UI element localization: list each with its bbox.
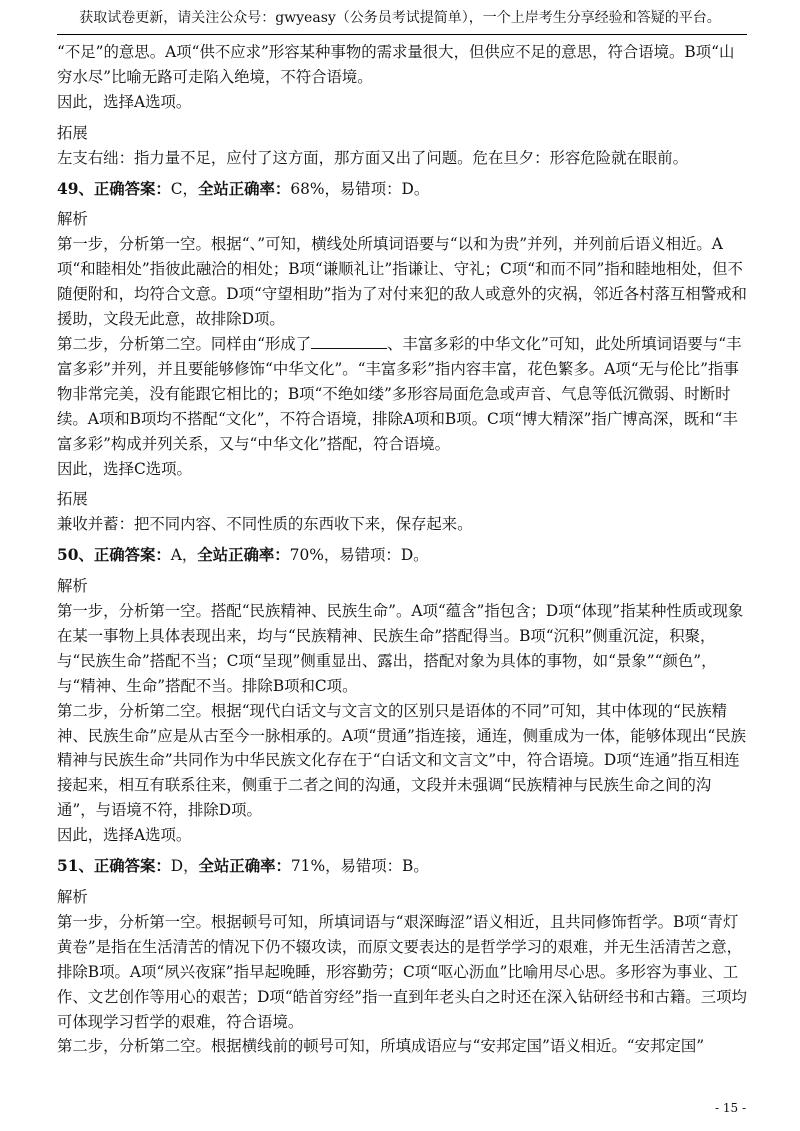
answer-key-label: 正确答案： [93, 546, 171, 565]
paragraph: 第二步，分析第二空。根据横线前的顿号可知，所填成语应与“安邦定国”语义相近。“安邦定国” [57, 1037, 705, 1056]
paragraph: 第一步，分析第一空。根据顿号可知，所填词语与“艰深晦涩”语义相近，且共同修饰哲学。B项“青灯黄卷”是指在生活清苦的情况下仍不辍攻读，而原文要表达的是哲学学习的艰难，并无生活清苦之意，排除B项。A项“夙兴夜寐”指早起晚睡，形容勤劳；C项“呕心沥血”比喻用尽心思。多形容为事业、工作、文艺创作等用心的艰苦；D项“皓首穷经”指一直到年老头白之时还在深入钻研经书和古籍。三项均可体现学习哲学的艰难，符合语境。 [57, 912, 747, 1031]
section-label: 解析 [57, 888, 88, 906]
accuracy-label: 全站正确率： [197, 179, 291, 198]
question-number: 50、 [57, 546, 94, 565]
accuracy-value: 71%，易错项：B。 [290, 857, 429, 876]
answer-key-label: 正确答案： [93, 179, 171, 198]
answer-line [57, 177, 747, 202]
paragraph [57, 332, 747, 457]
section-label: 解析 [57, 210, 88, 229]
paragraph: 因此，选择A选项。 [57, 92, 192, 111]
accuracy-label: 全站正确率： [198, 857, 291, 876]
section-label: 拓展 [57, 123, 88, 142]
page-header: 获取试卷更新，请关注公众号：gwyeasy（公务员考试提简单），一个上岸考生分享经验和答疑的平台。 [79, 10, 721, 26]
paragraph: “不足”的意思。A项“供不应求”形容某种事物的需求量很大，但供应不足的意思，符合语境。B项“山穷水尽”比喻无路可走陷入绝境，不符合语境。 [57, 43, 735, 86]
paragraph: 第二步，分析第二空。根据“现代白话文与文言文的区别只是语体的不同”可知，其中体现的“民族精神、民族生命”应是从古至今一脉相承的。A项“贯通”指连接，通连，侧重成为一体，能够体现出“民族精神与民族生命”共同作为中华民族文化存在于“白话文和文言文”中，符合语境。D项“连通”指互相连接起来，相互有联系往来，侧重于二者之间的沟通，文段并未强调“民族精神与民族生命之间的沟通”，与语境不符，排除D项。 [57, 701, 746, 820]
section-label: 解析 [57, 577, 88, 596]
accuracy-value: 70%，易错项：D。 [289, 546, 429, 565]
fill-blank-line [311, 334, 387, 349]
accuracy-label: 全站正确率： [197, 546, 290, 565]
section-label: 拓展 [57, 490, 88, 509]
answer-line [57, 854, 747, 879]
paragraph: 左支右绌：指力量不足，应付了这方面，那方面又出了问题。危在旦夕：形容危险就在眼前。 [57, 148, 689, 167]
answer-value: D， [170, 857, 199, 876]
paragraph: 因此，选择C选项。 [57, 459, 192, 478]
paragraph: 因此，选择A选项。 [57, 826, 192, 845]
answer-value: C， [170, 179, 198, 198]
header-divider [57, 34, 747, 35]
paragraph: 第一步，分析第一空。搭配“民族精神、民族生命”。A项“蕴含”指包含；D项“体现”指某种性质或现象在某一事物上具体表现出来，均与“民族精神、民族生命”搭配得当。B项“沉积”侧重沉淀，积聚，与“民族生命”搭配不当；C项“呈现”侧重显出、露出，搭配对象为具体的事物，如“景象”“颜色”，与“精神、生命”搭配不当。排除B项和C项。 [57, 602, 744, 695]
question-number: 49、 [57, 179, 94, 198]
paragraph: 兼收并蓄：把不同内容、不同性质的东西收下来，保存起来。 [57, 515, 473, 534]
document-body [57, 40, 747, 1059]
answer-key-label: 正确答案： [93, 857, 171, 876]
paragraph-text: 第二步，分析第二空。同样由“形成了 [57, 334, 312, 353]
question-number: 51、 [57, 857, 94, 876]
page-number: - 15 - [714, 1101, 746, 1115]
paragraph: 第一步，分析第一空。根据“、”可知，横线处所填词语要与“以和为贵”并列，并列前后语义相近。A项“和睦相处”指彼此融洽的相处；B项“谦顺礼让”指谦让、守礼；C项“和而不同”指和睦地相处，但不随便附和，均符合文意。D项“守望相助”指为了对付来犯的敌人或意外的灾祸，邻近各村落互相警戒和援助，文段无此意，故排除D项。 [57, 235, 747, 329]
answer-value: A， [170, 546, 198, 565]
answer-line [57, 543, 747, 568]
paragraph-text: 、丰富多彩的中华文化”可知，此处所填词语要与“丰富多彩”并列，并且要能够修饰“中华文化”。“丰富多彩”指内容丰富，花色繁多。A项“无与伦比”指事物非常完美，没有能跟它相比的；B项“不绝如缕”多形容局面危急或声音、气息等低沉微弱、时断时续。A项和B项均不搭配“文化”，不符合语境，排除A项和B项。C项“博大精深”指广博高深，既和“丰富多彩”构成并列关系，又与“中华文化”搭配，符合语境。 [57, 334, 742, 453]
accuracy-value: 68%，易错项：D。 [290, 179, 430, 198]
